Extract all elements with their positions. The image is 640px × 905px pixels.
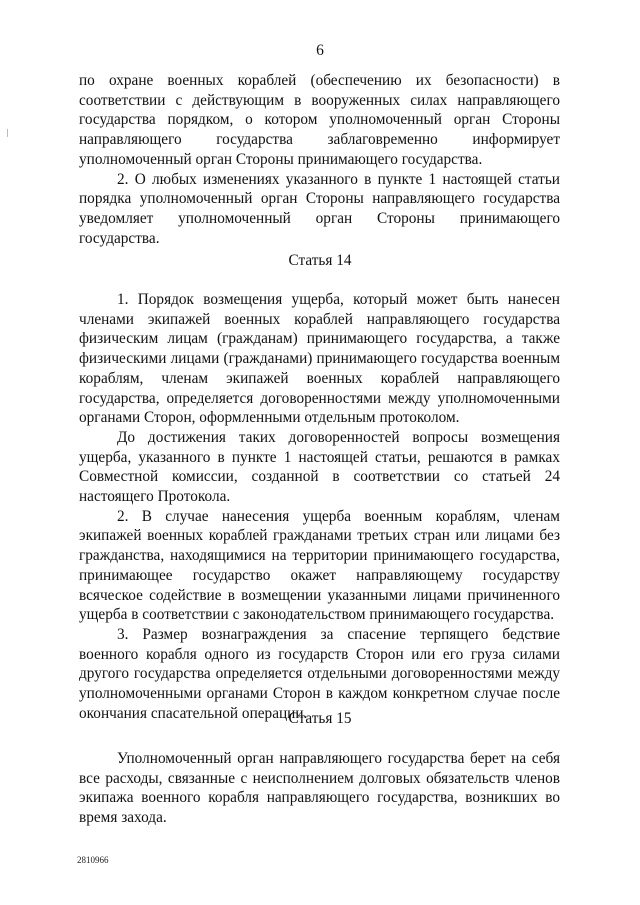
paragraph-article14-interim: До достижения таких договоренностей вопросы возмещения ущерба, указанного в пункте 1 настоящей статьи, решаются в рамках Совместной комиссии, созданной в соответствии со статьей 24 настоящего Протокола. xyxy=(79,428,560,506)
margin-mark xyxy=(7,129,8,137)
page-number: 6 xyxy=(316,42,324,59)
continuation-block xyxy=(79,71,560,248)
document-code: 2810966 xyxy=(77,855,109,865)
paragraph-article14-item3: 3. Размер вознаграждения за спасение терпящего бедствие военного корабля одного из государств Сторон или его груза силами другого государства определяется отдельными договоренностями между уполномоченными органами Сторон в каждом конкретном случае после окончания спасательной операции. xyxy=(79,625,560,722)
paragraph-article13-item2: 2. О любых изменениях указанного в пункте 1 настоящей статьи порядка уполномоченный орган Стороны направляющего государства уведомляет уполномоченный орган Стороны принимающего государства. xyxy=(79,170,560,247)
article-14-heading: Статья 14 xyxy=(288,252,352,269)
paragraph-article15: Уполномоченный орган направляющего государства берет на себя все расходы, связанные с неисполнением долговых обязательств членов экипажа военного корабля направляющего государства, возникших во время захода. xyxy=(79,750,560,827)
article-15-heading: Статья 15 xyxy=(288,710,352,727)
paragraph-article14-item1: 1. Порядок возмещения ущерба, который может быть нанесен членами экипажей военных кораблей направляющего государства физическим лицам (гражданам) принимающего государства, а также физическими лицами (гражданами) принимающего государства военным кораблям, членам экипажей военных кораблей направляющего государства, определяется договоренностями между уполномоченными органами Сторон, оформленными отдельным протоколом. xyxy=(79,291,560,427)
paragraph-continuation: по охране военных кораблей (обеспечению их безопасности) в соответствии с действующим в вооруженных силах направляющего государства порядком, о котором уполномоченный орган Стороны направляющего государства заблаговременно информирует уполномоченный орган Стороны принимающего государства. xyxy=(79,72,560,168)
paragraph-article14-item2: 2. В случае нанесения ущерба военным кораблям, членам экипажей военных кораблей гражданами третьих стран или лицами без гражданства, находящимися на территории принимающего государства, принимающее государство окажет направляющему государству всяческое содействие в возмещении указанными лицами причиненного ущерба в соответствии с законодательством принимающего государства. xyxy=(79,507,560,624)
article-15-body xyxy=(79,749,560,828)
article-14-body xyxy=(79,290,560,723)
